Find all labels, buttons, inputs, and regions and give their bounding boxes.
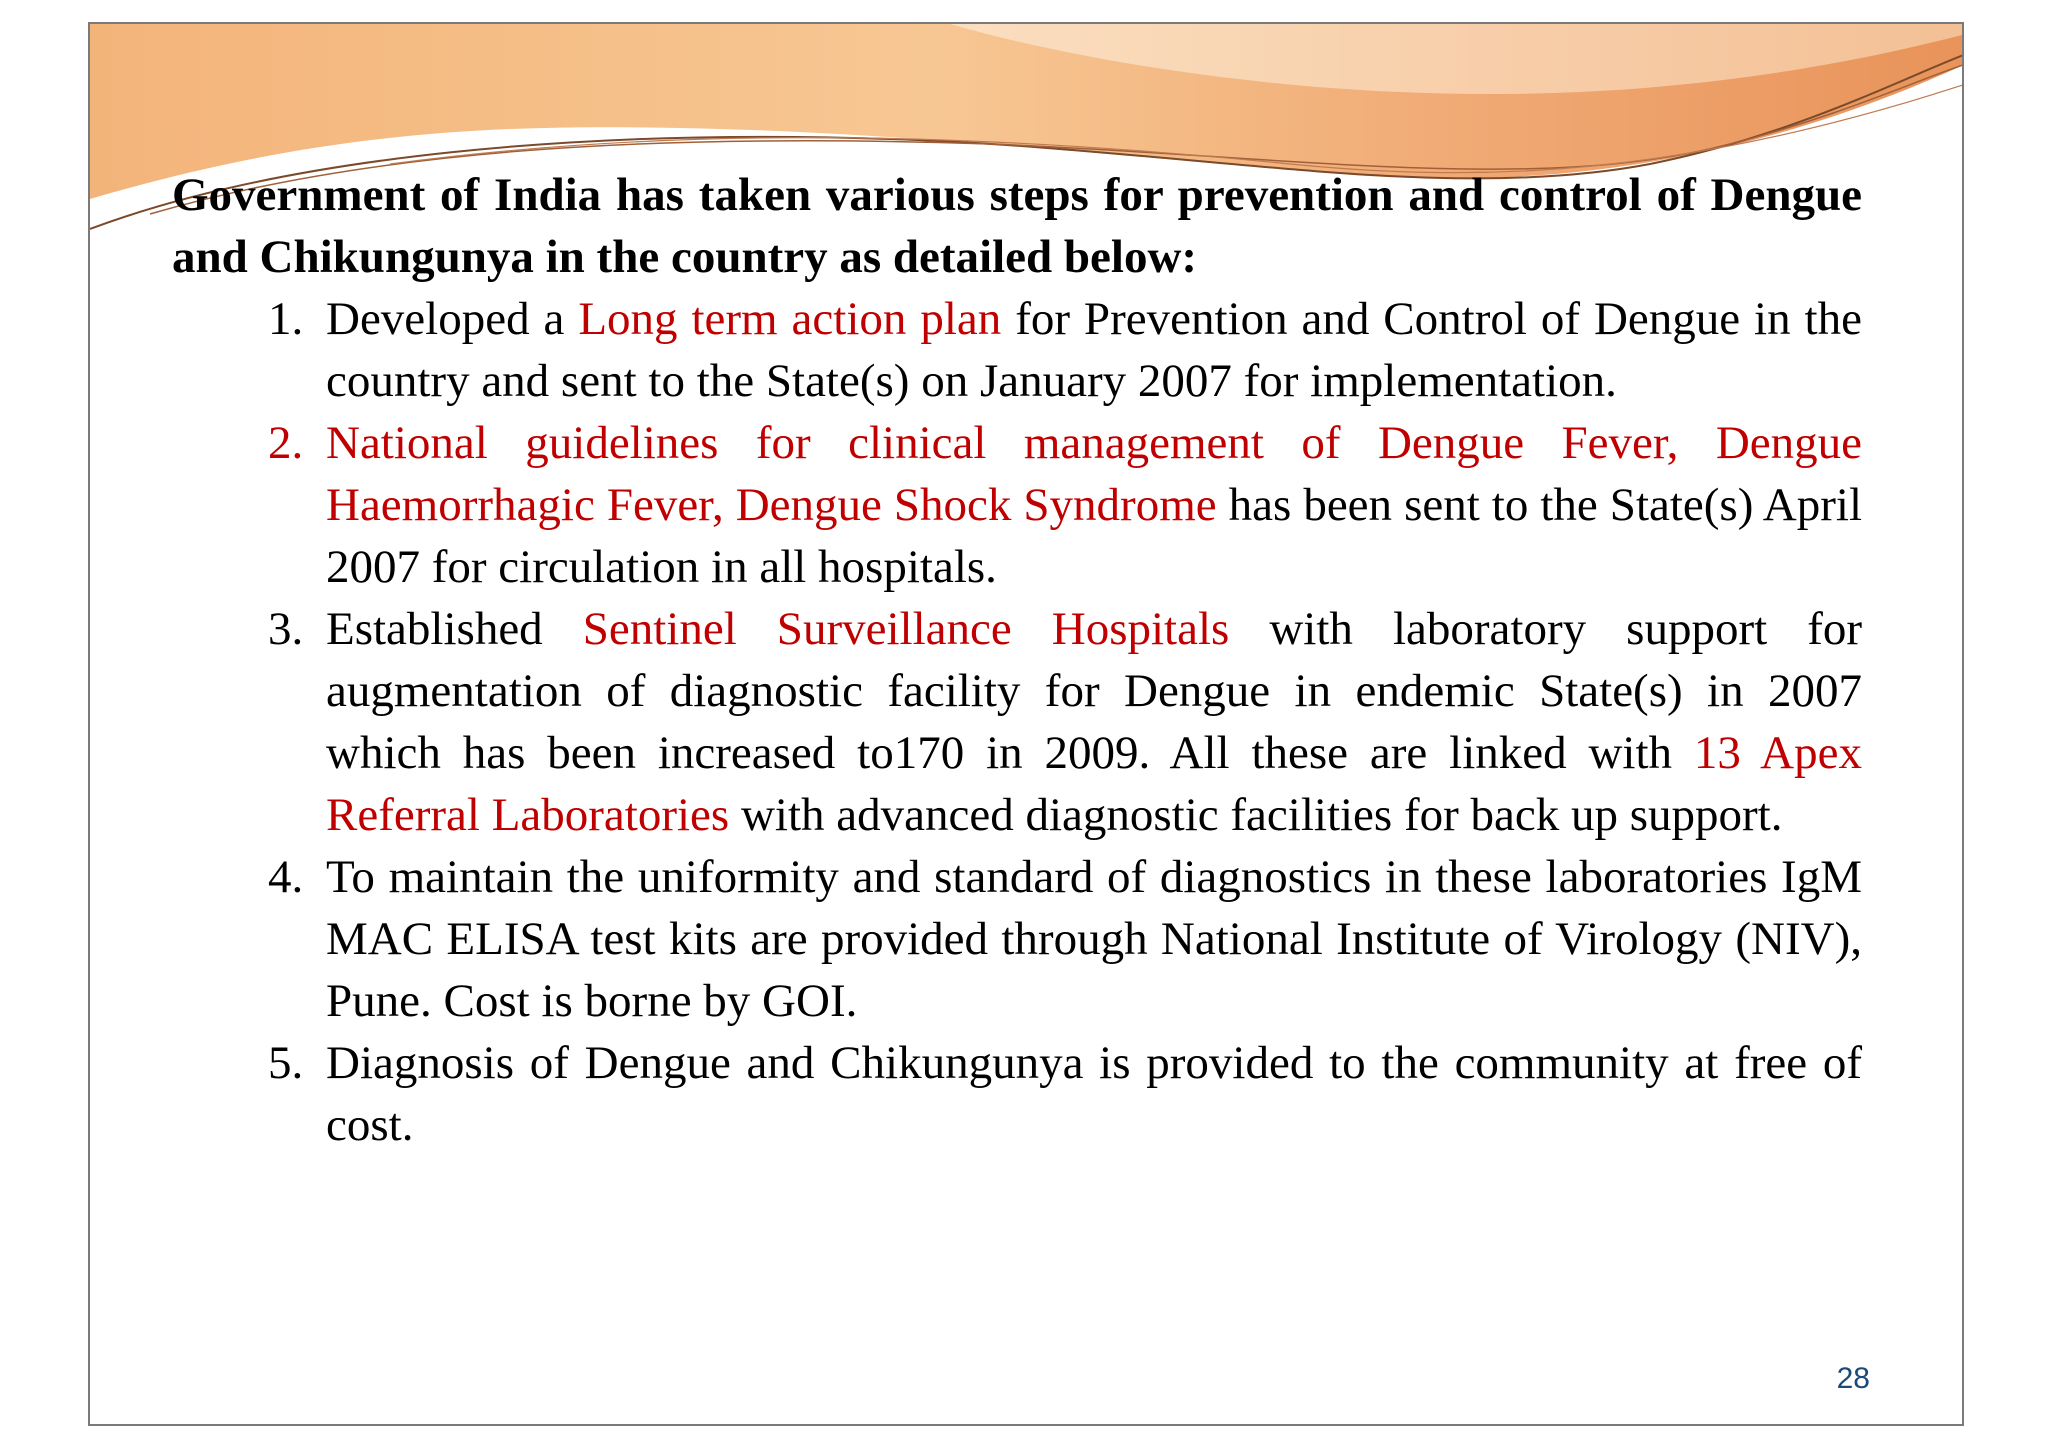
item-text: Developed a: [326, 293, 579, 345]
slide: [88, 22, 1964, 1426]
item-text: To maintain the uniformity and standard of diagnostics in these laboratories IgM MAC ELISA test kits are provided through National Institute of Virology (NIV), Pune. Cost is borne by GOI.: [326, 851, 1862, 1027]
item-text: with advanced diagnostic facilities for back up support.: [729, 789, 1783, 841]
item-text: with laboratory support for augmentation of diagnostic facility for Dengue in endemic State(s) in 2007 which has been increased to170 in 2009. All these are linked with: [326, 603, 1862, 779]
list-item: [172, 1032, 1862, 1156]
highlight-text: National guidelines for clinical management of Dengue Fever, Dengue Haemorrhagic Fever, Dengue Shock Syndrome: [326, 417, 1862, 531]
slide-content: [172, 164, 1862, 1156]
item-number: 5.: [268, 1037, 304, 1089]
intro-heading: Government of India has taken various steps for prevention and control of Dengue and Chikungunya in the country as detailed below:: [172, 169, 1862, 283]
list-item: [172, 846, 1862, 1032]
item-number: 3.: [268, 603, 304, 655]
highlight-text: 13 Apex Referral Laboratories: [326, 727, 1862, 841]
list-item: [172, 412, 1862, 598]
item-number: 2.: [268, 417, 304, 469]
item-text: has been sent to the State(s) April 2007 for circulation in all hospitals.: [326, 479, 1863, 593]
item-number: 4.: [268, 851, 304, 903]
list-item: [172, 598, 1862, 846]
highlight-text: Sentinel Surveillance Hospitals: [582, 603, 1230, 655]
item-text: Established: [326, 603, 583, 655]
list-item: [172, 288, 1862, 412]
item-text: for Prevention and Control of Dengue in the country and sent to the State(s) on January 2007 for implementation.: [326, 293, 1862, 407]
measures-list: [172, 288, 1862, 1156]
item-text: Diagnosis of Dengue and Chikungunya is provided to the community at free of cost.: [326, 1037, 1862, 1151]
page-number: 28: [1836, 1362, 1870, 1395]
item-number: 1.: [268, 293, 304, 345]
highlight-text: Long term action plan: [578, 293, 1002, 345]
